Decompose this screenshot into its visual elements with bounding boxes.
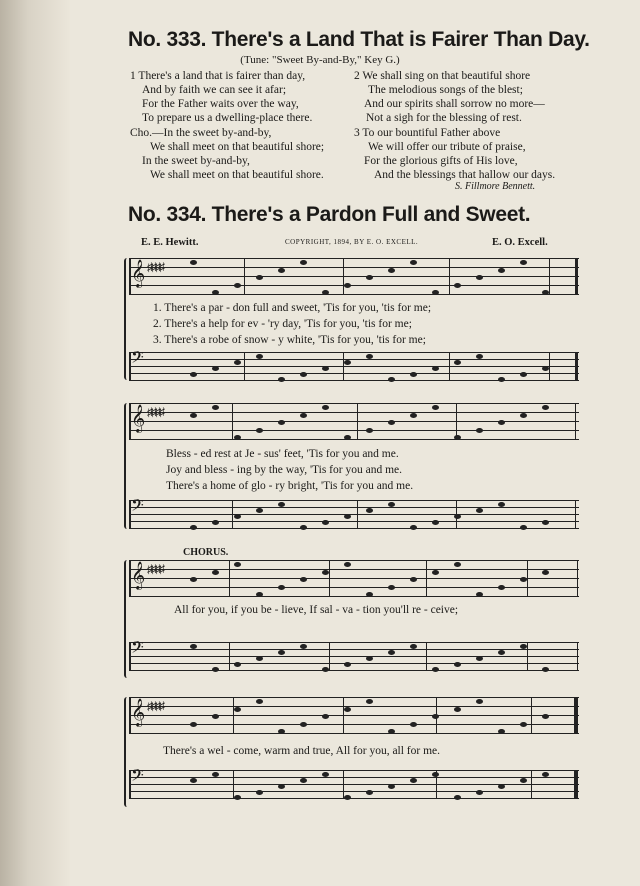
notehead [234, 435, 241, 440]
notehead [366, 790, 373, 795]
notehead [520, 644, 527, 649]
notehead [234, 562, 241, 567]
notehead [278, 650, 285, 655]
notehead [498, 502, 505, 507]
notehead [388, 420, 395, 425]
notehead [278, 784, 285, 789]
verse-line: In the sweet by-and-by, [142, 155, 250, 167]
verse-line: For the glorious gifts of His love, [364, 155, 518, 167]
notehead [432, 570, 439, 575]
notehead [454, 562, 461, 567]
notehead [256, 428, 263, 433]
verse-line: We will offer our tribute of praise, [368, 141, 526, 153]
staff-treble-2 [129, 403, 579, 443]
notehead [454, 435, 461, 440]
hymn-333-tune: (Tune: "Sweet By-and-By," Key G.) [240, 54, 400, 66]
notehead [322, 366, 329, 371]
lyric-line: 1. There's a par - don full and sweet, 'Tis for you, 'tis for me; [153, 302, 432, 314]
notehead [366, 508, 373, 513]
notehead [432, 366, 439, 371]
bass-clef-icon: 𝄢 [131, 767, 144, 789]
notehead [322, 290, 329, 295]
notehead [498, 268, 505, 273]
lyric-line: Joy and bless - ing by the way, 'Tis for you and me. [166, 464, 402, 476]
notehead [410, 577, 417, 582]
notehead [454, 707, 461, 712]
notehead [410, 778, 417, 783]
notehead [300, 413, 307, 418]
notehead [190, 260, 197, 265]
notehead [432, 714, 439, 719]
notehead [190, 644, 197, 649]
notehead [190, 778, 197, 783]
notehead [388, 784, 395, 789]
notehead [256, 656, 263, 661]
notehead [212, 714, 219, 719]
staff-bass-3 [129, 639, 579, 682]
notehead [454, 514, 461, 519]
notehead [410, 413, 417, 418]
treble-clef-icon: 𝄞 [131, 563, 146, 589]
notehead [520, 372, 527, 377]
notehead [322, 405, 329, 410]
notehead [454, 360, 461, 365]
verse-line: And our spirits shall sorrow no more— [364, 98, 545, 110]
staff-bass-4 [129, 767, 579, 810]
notehead [410, 260, 417, 265]
notehead [300, 260, 307, 265]
notehead [344, 562, 351, 567]
notehead [366, 592, 373, 597]
notehead [476, 790, 483, 795]
bass-clef-icon: 𝄢 [131, 639, 144, 661]
notehead [388, 268, 395, 273]
treble-clef-icon: 𝄞 [131, 406, 146, 432]
words-credit: E. E. Hewitt. [141, 237, 199, 248]
verse-line: And by faith we can see it afar; [142, 84, 287, 96]
notehead [520, 778, 527, 783]
notehead [542, 366, 549, 371]
notehead [476, 275, 483, 280]
verse-line: And the blessings that hallow our days. [374, 169, 556, 181]
verse-line: We shall meet on that beautiful shore. [150, 169, 324, 181]
notehead [212, 290, 219, 295]
notehead [542, 290, 549, 295]
treble-clef-icon: 𝄞 [131, 261, 146, 287]
notehead [212, 366, 219, 371]
notehead [234, 662, 241, 667]
notehead [344, 514, 351, 519]
notehead [234, 707, 241, 712]
key-signature-icon: ♯♯♯♯ [147, 405, 163, 419]
notehead [520, 260, 527, 265]
notehead [212, 772, 219, 777]
staff-bass-1 [129, 349, 579, 392]
notehead [256, 354, 263, 359]
notehead [256, 699, 263, 704]
notehead [542, 405, 549, 410]
notehead [410, 722, 417, 727]
notehead [256, 592, 263, 597]
staff-bass-2 [129, 497, 579, 540]
notehead [366, 275, 373, 280]
verse-line: To prepare us a dwelling-place there. [142, 112, 313, 124]
lyric-line: 3. There's a robe of snow - y white, 'Tis for you, 'tis for me; [153, 334, 426, 346]
verse-line: 2 We shall sing on that beautiful shore [354, 70, 531, 82]
notehead [256, 275, 263, 280]
verse-line: 3 To our bountiful Father above [354, 127, 501, 139]
notehead [454, 662, 461, 667]
notehead [278, 729, 285, 734]
music-credit: E. O. Excell. [492, 237, 548, 248]
notehead [542, 714, 549, 719]
notehead [300, 577, 307, 582]
notehead [410, 372, 417, 377]
treble-clef-icon: 𝄞 [131, 700, 146, 726]
notehead [454, 283, 461, 288]
staff-treble-4 [129, 697, 579, 737]
hymn-333-chorus [130, 126, 324, 182]
notehead [388, 585, 395, 590]
notehead [476, 699, 483, 704]
notehead [366, 428, 373, 433]
notehead [212, 405, 219, 410]
notehead [476, 354, 483, 359]
staff-treble-1 [129, 258, 579, 298]
notehead [234, 360, 241, 365]
notehead [476, 656, 483, 661]
notehead [432, 405, 439, 410]
notehead [476, 592, 483, 597]
notehead [322, 520, 329, 525]
notehead [190, 413, 197, 418]
notehead [322, 570, 329, 575]
notehead [234, 283, 241, 288]
notehead [498, 784, 505, 789]
notehead [432, 520, 439, 525]
lyric-line: There's a home of glo - ry bright, 'Tis for you and me. [166, 480, 414, 492]
notehead [344, 360, 351, 365]
notehead [388, 650, 395, 655]
key-signature-icon: ♯♯♯♯ [147, 699, 163, 713]
chorus-label: CHORUS. [183, 547, 229, 558]
hymn-333-verse-3 [354, 126, 555, 182]
notehead [542, 570, 549, 575]
notehead [190, 372, 197, 377]
bass-clef-icon: 𝄢 [131, 497, 144, 519]
notehead [300, 778, 307, 783]
lyric-line: 2. There's a help for ev - 'ry day, 'Tis for you, 'tis for me; [153, 318, 412, 330]
notehead [366, 656, 373, 661]
hymn-333-title: No. 333. There's a Land That is Fairer Than Day. [128, 28, 590, 51]
notehead [498, 650, 505, 655]
notehead [498, 729, 505, 734]
notehead [388, 729, 395, 734]
verse-line: The melodious songs of the blest; [368, 84, 523, 96]
verse-line: For the Father waits over the way, [142, 98, 299, 110]
notehead [344, 707, 351, 712]
notehead [256, 508, 263, 513]
notehead [300, 722, 307, 727]
notehead [344, 662, 351, 667]
notehead [344, 283, 351, 288]
notehead [476, 508, 483, 513]
notehead [212, 570, 219, 575]
notehead [520, 577, 527, 582]
notehead [344, 435, 351, 440]
hymn-333-verse-1 [130, 69, 312, 125]
notehead [432, 290, 439, 295]
verse-line: Not a sigh for the blessing of rest. [366, 112, 522, 124]
notehead [278, 268, 285, 273]
lyric-line: There's a wel - come, warm and true, All for you, all for me. [163, 745, 441, 757]
notehead [476, 428, 483, 433]
hymn-334-title: No. 334. There's a Pardon Full and Sweet. [128, 203, 531, 226]
notehead [520, 722, 527, 727]
notehead [190, 577, 197, 582]
notehead [278, 502, 285, 507]
key-signature-icon: ♯♯♯♯ [147, 260, 163, 274]
verse-line: 1 There's a land that is fairer than day, [130, 70, 306, 82]
notehead [498, 585, 505, 590]
notehead [278, 420, 285, 425]
notehead [256, 790, 263, 795]
verse-line: Cho.—In the sweet by-and-by, [130, 127, 272, 139]
notehead [520, 413, 527, 418]
notehead [322, 772, 329, 777]
notehead [300, 644, 307, 649]
lyric-line: Bless - ed rest at Je - sus' feet, 'Tis for you and me. [166, 448, 399, 460]
notehead [234, 514, 241, 519]
notehead [322, 714, 329, 719]
notehead [410, 644, 417, 649]
bass-clef-icon: 𝄢 [131, 349, 144, 371]
verse-line: We shall meet on that beautiful shore; [150, 141, 325, 153]
notehead [498, 420, 505, 425]
notehead [300, 372, 307, 377]
notehead [366, 354, 373, 359]
notehead [278, 585, 285, 590]
hymn-333-verse-2 [354, 69, 545, 125]
notehead [542, 772, 549, 777]
lyric-line: All for you, if you be - lieve, If sal - va - tion you'll re - ceive; [174, 604, 459, 616]
notehead [190, 722, 197, 727]
copyright-notice: COPYRIGHT, 1894, BY E. O. EXCELL. [285, 238, 419, 246]
key-signature-icon: ♯♯♯♯ [147, 562, 163, 576]
notehead [212, 520, 219, 525]
book-gutter [0, 0, 70, 886]
notehead [542, 520, 549, 525]
notehead [388, 502, 395, 507]
notehead [366, 699, 373, 704]
notehead [432, 772, 439, 777]
hymn-333-author: S. Fillmore Bennett. [455, 181, 536, 192]
